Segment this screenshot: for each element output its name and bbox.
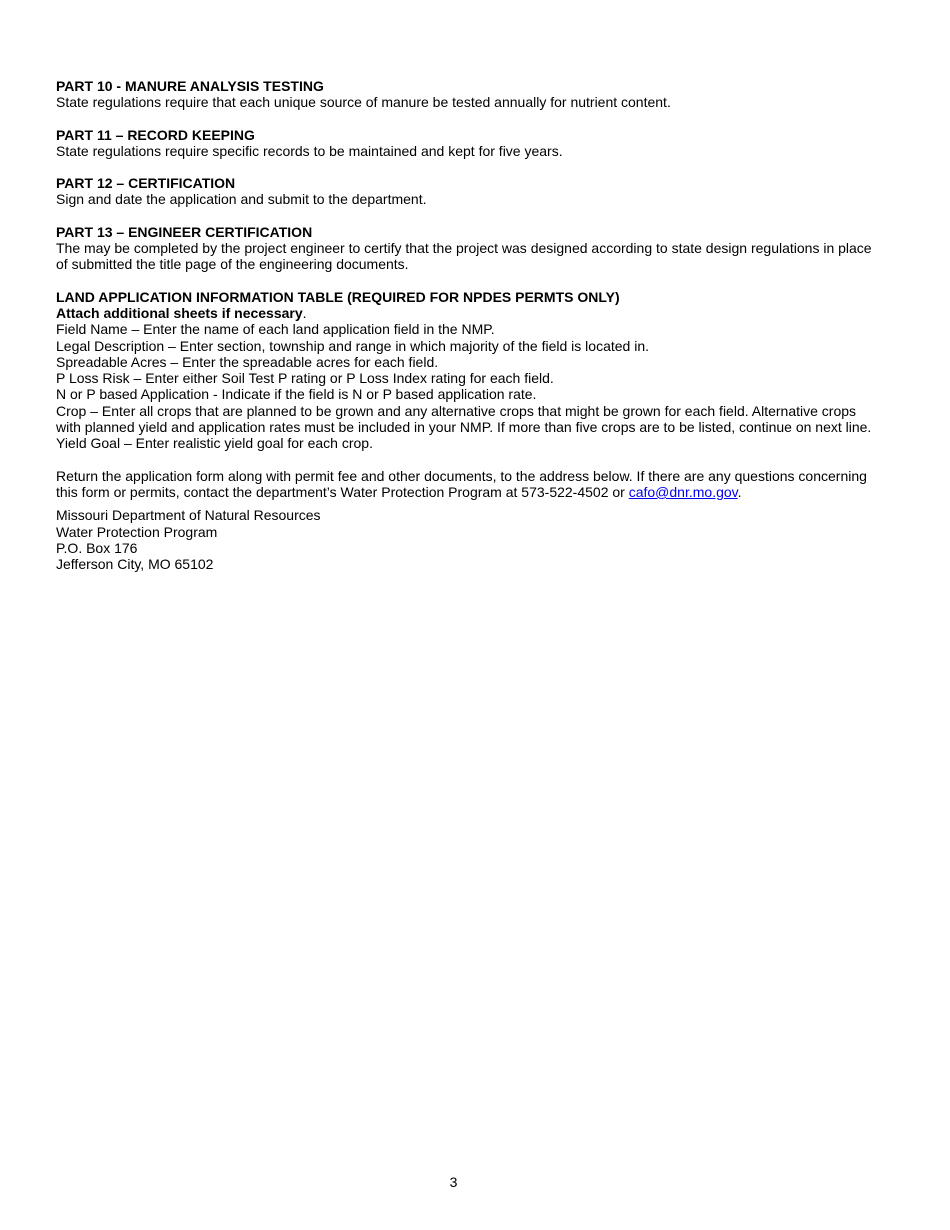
attach-sheets-period: .: [302, 304, 307, 321]
return-line-2-period: .: [737, 483, 742, 500]
address-po-box: P.O. Box 176: [56, 539, 138, 556]
part-11-section: [56, 127, 886, 160]
part-10-section: [56, 78, 886, 111]
return-instructions: [56, 468, 886, 501]
part-13-section: [56, 224, 886, 273]
address-city: Jefferson City, MO 65102: [56, 556, 214, 573]
part-11-text: State regulations require specific records to be maintained and kept for five years.: [56, 142, 563, 159]
part-10-text: State regulations require that each unique source of manure be tested annually for nutrient content.: [56, 94, 671, 111]
part-11-heading: PART 11 – RECORD KEEPING: [56, 126, 255, 143]
attach-sheets-note: [56, 305, 886, 321]
part-13-heading: PART 13 – ENGINEER CERTIFICATION: [56, 223, 313, 240]
part-12-section: [56, 175, 886, 208]
land-item-spreadable-acres: Spreadable Acres – Enter the spreadable acres for each field.: [56, 353, 439, 370]
part-13-text-line-2: of submitted the title page of the engineering documents.: [56, 256, 409, 273]
part-13-text-line-1: The may be completed by the project engineer to certify that the project was designed according to state design regulations in place: [56, 240, 872, 257]
land-item-field-name: Field Name – Enter the name of each land application field in the NMP.: [56, 321, 495, 338]
land-item-crop-line-2: with planned yield and application rates must be included in your NMP. If more than five crops are to be listed, continue on next line.: [56, 419, 872, 436]
part-12-heading: PART 12 – CERTIFICATION: [56, 175, 236, 192]
land-item-p-loss-risk: P Loss Risk – Enter either Soil Test P rating or P Loss Index rating for each field.: [56, 370, 554, 387]
email-link[interactable]: cafo@dnr.mo.gov: [628, 483, 738, 500]
land-application-section: [56, 289, 886, 452]
part-10-heading: PART 10 - MANURE ANALYSIS TESTING: [56, 78, 324, 94]
return-line-1: Return the application form along with permit fee and other documents, to the address below. If there are any questions concerning: [56, 467, 867, 484]
land-item-legal-description: Legal Description – Enter section, township and range in which majority of the field is located in.: [56, 337, 649, 354]
address-org: Missouri Department of Natural Resources: [56, 507, 321, 524]
land-item-crop-line-1: Crop – Enter all crops that are planned to be grown and any alternative crops that might be grown for each field. Alternative crops: [56, 402, 857, 419]
land-application-heading: LAND APPLICATION INFORMATION TABLE (REQUIRED FOR NPDES PERMTS ONLY): [56, 288, 620, 305]
attach-sheets-bold: Attach additional sheets if necessary: [56, 304, 303, 321]
part-12-text: Sign and date the application and submit to the department.: [56, 191, 427, 208]
land-item-yield-goal: Yield Goal – Enter realistic yield goal for each crop.: [56, 435, 373, 452]
document-page: [56, 78, 886, 572]
page-number: 3: [449, 1174, 458, 1190]
land-item-n-or-p-application: N or P based Application - Indicate if the field is N or P based application rate.: [56, 386, 537, 403]
mailing-address: [56, 507, 886, 572]
return-line-2: [56, 484, 886, 500]
address-program: Water Protection Program: [56, 523, 218, 540]
return-line-2-text: this form or permits, contact the department’s Water Protection Program at 573-522-4502 or: [56, 483, 629, 500]
